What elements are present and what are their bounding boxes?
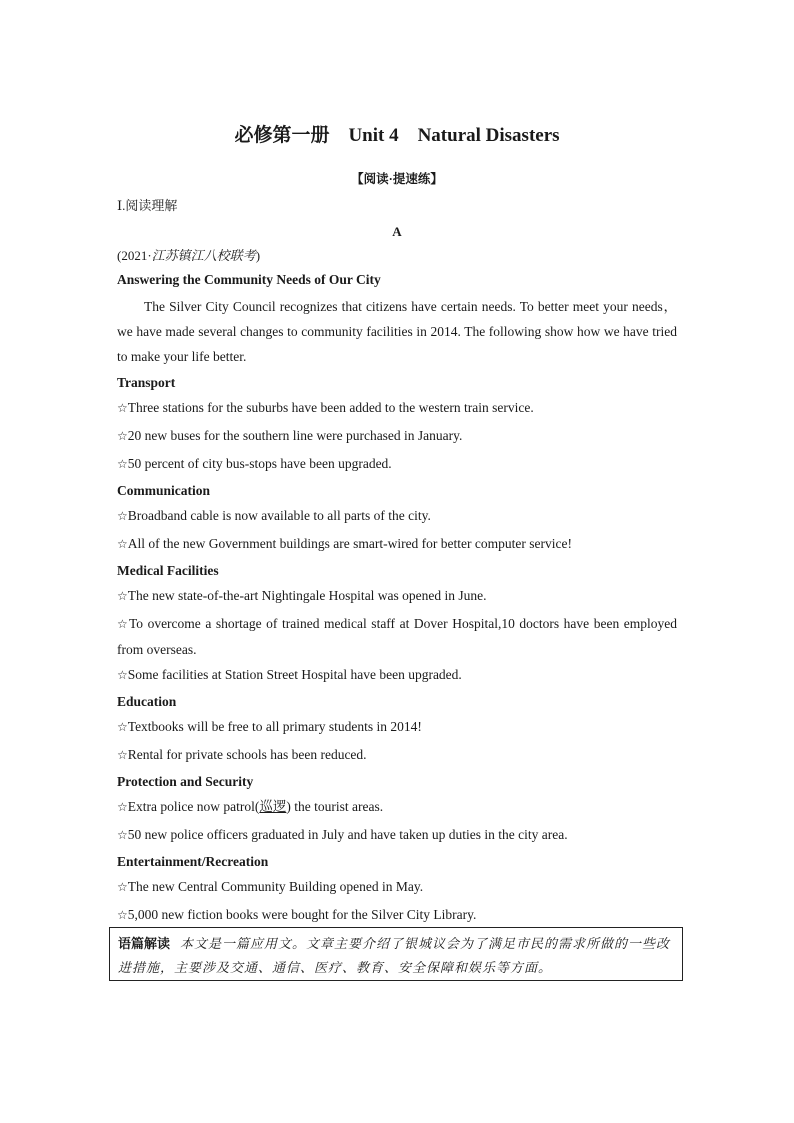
list-item: ☆Rental for private schools has been reduced. — [117, 747, 367, 762]
star-icon: ☆ — [117, 800, 128, 814]
section-heading-medical: Medical Facilities — [117, 563, 219, 578]
analysis-label: 语篇解读 — [118, 936, 171, 951]
section-heading-entertainment: Entertainment/Recreation — [117, 854, 269, 869]
source-suffix: ) — [255, 248, 261, 263]
intro-paragraph: The Silver City Council recognizes that citizens have certain needs. To better meet your needs，we have made several changes to community facilities in 2014. The following show how we have tried to make your life better. — [117, 299, 677, 364]
list-item: ☆Extra police now patrol(巡逻) the tourist areas. — [117, 799, 384, 814]
section-heading-transport: Transport — [117, 375, 176, 390]
document-subtitle: 【阅读·提速练】 — [351, 172, 443, 186]
list-item: ☆Some facilities at Station Street Hospital have been upgraded. — [117, 667, 462, 682]
list-item: ☆Textbooks will be free to all primary students in 2014! — [117, 719, 422, 734]
section-heading-education: Education — [117, 694, 177, 709]
source-citation — [117, 246, 677, 266]
list-item: ☆The new state-of-the-art Nightingale Hospital was opened in June. — [117, 588, 487, 603]
list-item: ☆50 new police officers graduated in July and have taken up duties in the city area. — [117, 827, 568, 842]
star-icon: ☆ — [117, 748, 128, 762]
analysis-box — [109, 927, 683, 981]
list-item: ☆5,000 new fiction books were bought for the Silver City Library. — [117, 907, 477, 922]
source-name: 江苏镇江八校联考 — [151, 248, 256, 263]
list-item: ☆All of the new Government buildings are smart-wired for better computer service! — [117, 536, 572, 551]
star-icon: ☆ — [117, 880, 128, 894]
document-page — [117, 120, 677, 928]
article-title: Answering the Community Needs of Our City — [117, 272, 381, 287]
star-icon: ☆ — [117, 908, 128, 922]
star-icon: ☆ — [117, 720, 128, 734]
gloss-term: 巡逻 — [259, 799, 287, 814]
part-letter: A — [392, 224, 402, 239]
document-title: 必修第一册 Unit 4 Natural Disasters — [234, 125, 560, 146]
list-item: ☆50 percent of city bus-stops have been upgraded. — [117, 456, 392, 471]
star-icon: ☆ — [117, 429, 128, 443]
star-icon: ☆ — [117, 668, 128, 682]
list-item: ☆Three stations for the suburbs have been added to the western train service. — [117, 400, 534, 415]
list-item: ☆To overcome a shortage of trained medical staff at Dover Hospital,10 doctors have been employed from overseas. — [117, 616, 678, 657]
section-heading-communication: Communication — [117, 483, 211, 498]
section-heading-security: Protection and Security — [117, 774, 254, 789]
source-prefix: (2021· — [117, 248, 152, 263]
star-icon: ☆ — [117, 401, 128, 415]
list-item: ☆Broadband cable is now available to all parts of the city. — [117, 508, 431, 523]
analysis-text: 本文是一篇应用文。文章主要介绍了银城议会为了满足市民的需求所做的一些改进措施，主要涉及交通、通信、医疗、教育、安全保障和娱乐等方面。 — [118, 936, 671, 975]
star-icon: ☆ — [117, 589, 128, 603]
section-label: Ⅰ.阅读理解 — [117, 198, 178, 213]
list-item: ☆The new Central Community Building opened in May. — [117, 879, 424, 894]
star-icon: ☆ — [117, 509, 128, 523]
list-item: ☆20 new buses for the southern line were purchased in January. — [117, 428, 463, 443]
star-icon: ☆ — [117, 617, 129, 631]
star-icon: ☆ — [117, 537, 128, 551]
star-icon: ☆ — [117, 457, 128, 471]
star-icon: ☆ — [117, 828, 128, 842]
